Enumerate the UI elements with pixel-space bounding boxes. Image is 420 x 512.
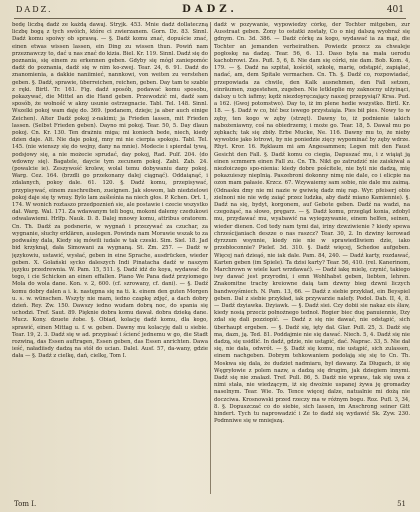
signature-mark: 51 [397,500,406,508]
volume-label: Tom I. [14,500,37,508]
left-column [12,22,208,498]
header-left-heading: DADZ. [16,5,53,14]
page-number: 401 [386,5,404,15]
page-header [14,4,406,19]
left-column-text: bedę liczbą dadź ze każdą dawaj. Stryjk. 453. Mnie dadź dollateczną liczbę bogą z tych swóich, które ci zwierzanem. Gorn. Dz. 83. Sinnl. Dadź komu spoiwy ob sprawą. — §. Dadź komu znać, dopuście znać, einen etwas wissen lassen, ein Ding zu wissen thun. Powiń nam przeznawczy to, dać u nas znać do kizia. Biel. Kr. 119. Sinnl. Dadź się do poznania, się einem zu erkennen geben. Gdyby się mógł zaniepomóc dadź do poznania, dadź się w nim ko-zwej. Tear. 24, 6. 91. Dadź do znanomienia, a dakkie naniimieć, nannkowi, von weiten zu verstehen geben. §. Dadź, sprawie, überreichen, reichen, geben. Day tam te szable z ręki. Birtl. Tr. 161. Fig. dadź sposób, podawać komu sposobu, pokazywać, die Mittel an die Hand geben. Przewodzić mi, dadź sam sposób, że wołność w akny usunie ostrzegnacie. Tabl. Tel. 148. Sinnl. Wszelki pokoj wam daję do. 369. (podanem, dzieje; ja aber auch einige Zeichen). Alter Dadź pokoj z-nakimi; ja Frieden lassen, mit Frieden lassen. (Selbst Frieden geben). Dayno mi pokoj. Tear. 50, 5. Day dlaun pokoj. Cn. Kr. 130. Ten drażniu miga; mi koniech bede, niech, kiedy dzien daje. Alt. Nie daje pokoj, mny mi nie cierpia spokoju. Tabl. Tel. 145. (nie wienszy się do wojny, dany na mnie). Modecie i spierdal tywą, podsjowy się, a nie możecie sprudać, day pokoj, Rad. Pulf. 204. (do wdowny się). Bagatele, daycie tym zecunem pokoj. Zabl. Zab. 24. (powalcie ie). Zeszywość krolew, wolal temu dobywaniu dany pokoj. Warg. Cez. 164. (brzdli go przekonany dalej ciągnąć). Oddaiąnąć, i zdalanych, pokoy dale. 61. 120. §. Dadź komu, przepisywać, przypisywać, einem zuschreiben, zueignen. Jak słowom, lab niedzielowi pokoj daje się ty wnuy. Bylo lam zaśleśnia na niech głos. P. Kchen. Ort. 1, 174. W wonich roztaszo przedpoznień sie, ale postawie i czecie wszystko dał. Warg. Wal. 171. Za wdawanym teli bogu, mokoni dałemy czedukowi odwalawiemi. Hrlfp. Nauk. D. 8. Dalej mnowy komu, attribus oratorem. Cn. Th. Dadź za podsnerie, w wygnań i przezywać za czuchar, za wygnanie, słuchy erklären, auslegen. Powinds nam Morawie wszak to za podwaśny dala, Kiedy się mówili iudale w tak czeski. Sim. Siel. 18. Jad bid krzyknął, dała Simowani za wygnaną. St. Zm. 257. — Dadź w językowiu, ustawić, wysłać, geben in eine Sprache, ausdrücken, wieder geben. X. Golański sycko daleszych Indi Pinatacha dadź w naszym języku przedrewnia. W. Pam. 15, 511. §. Dadź idź do koya, wydawać do tego, i cie Schicken an einen effallen. Piano We Pana dadź przyiomego Mola do wola dane. Kon. v. 2, 600. (cf. szrowany, cf. dani). — §. Dadź komu dobry dalen a i. k. następna się na ti. k. einem den guten Morgen u. s. w. wünschen. Wszyty nie mam, iedno czapkę zdjęć, a dach dobry dzień. Rey. Zw. 150. Dawszy iedno wudam dobrą noc, do spania się uchodzi. Tref. Saut. 89. Pięknie dobra komu dawał. dobra dzieką dane. Mucz. Kony. dzuete źobe. §. Obiad, kolację dadź komu, dla kogo, sprawić, einen Mittag u. f. w. geben. Dawny mu kolacyję dali u siebie. Tear. 19, 2. 3. Dadź się w ad. przypisać i ścienć jednemu w go, die Stadt rozwiną, das Essen auftragen, Essen geben, das Essen anrichten. Dawa ieść, naładiisdy dadzą na stół do ucian. Dalel. Ausf. 57, da-wany, gdzie dała — §. Dadź z cielkę, dań, cielkę, Tom I. [12,22,208,360]
right-column-text: dadź w pozywanie, wypowiedzy córkę, der Tochter mitgeben, zur Ausstraat geben. Żony to ostatki zostały, Co o niej dalszą wyobraź się gdnym. Cn. 3d. 386. — Dadź córkę za kogo, wydawać ia za mąż, die Tochter an jemanden verheirathen. Powiedz przecz za chwaleje pogłoskę na dadzę. Tear. 56, 6. 13. Daso była na mała uerodu kachobrowi. Zes. Pufl. 5, 6, 8. Nie dam się córki, nie dam. Bob. Kom. 4, 179. — §. Dadź na szpital, kościół, szkołę, marię, odstąpić, zapiąłać, nadać, am, dem Spitale vermachen. Cn. Th. §. Dadź co, rozpowiadać, przepowiada za chwile, den Kalk ausnehmen, den Fall setzen, einräumen, zugestehen, zugeben. Nie letkleplie my zaknocny ulżyinąci, dalszy u tch iafimy; kędż niezdoyręczający naszej przepysiąi? Krsa. Pud. a 162. (Gwoj potomstwo). Day to, iż im plene hedie wszystko. Birtl. Kr. 18. — §. Dadź w co, bić bez iswego przystaiąia. Pies bił pies. Nowy to w zęby, ten kogo w zęby (strzęt). Dawny to, iż podnienie iakich nabożeniawny, coś na obiedrzemy, i może go. Tear. 18, 5. Dawał mu po zębkach; tak się zbiły. Erbe Mucke, Ne. 116. Dawny mu to, że nieby wywołzie jako lotrowi, by nie poniedzie zięcy wypominać by zęby wdrze. Rhyt. Kror. 16. Ręklaum mi am Angesammen; Legen mit den Faust Gesicht den Fall. §. Dadź komu co ciegia, Dapuszać mu, i z wiąiąt ją einen scmmern einen Fall zu. Cn. Th. Nikt go zatrudzić nie zaiskiwał a niezłoiczego spo-nienia: kiedy dobre pościtele, nie byli nie dadzą, mię pokazuieszy nieplnią. Paszebroni dokonny nimę nie dale, co i elicpie na ozon mam pałasie. Krzcz. 67. Wzywaiemy sam sobie, nie dale mu zaimą. (Odnasku dmy nie mi nazie w gwiwię dadz mię rap. Wyr. pfeiserj obio zielnoni nie nie wdę zaiąć przez ludzka, aby dadź miano Kamiennie). §. Dadź na się, bydyt, korgonem, auf Gebote geben. Dadź na wadzi, na czegożąsć, na słowo, pręgarz. — §. Dadź komu, przegląd konia, zdobyl mu, przydawać mu, wyabawić na wyiegzywanie, einem helfen, seinen, wieder dienen. Cod tedy nam tymi dai, iriny dzwziwienie ? kiedy spewa chrześcijaniach deszze o nas raszcz? Tear. 30, 2. In dzwiny kerowad dyrzzum wsynnie, kiedy nie nie w sprawiedliwiem dzie, iako przebłoconnie? Pielef. 3d. 310. §. Dadź więcej, Schedoe aufgeben. Więcej nań dzieąó, nie iak dale. Pam. 84, 240. — Dadź karty, rozdawać, Karten geben (im Spiele). Ta dzisi karty? Tear. 56, 410. (rel. Kanerinom, Marchrown w wiele kart wrzdawać). — Dadź iakę mielę, czynić, takiego iwy dawać jest przyrodni, i emn Wohlhabst geben, liebten, lehren. Znakomitne tracby kreiowne daią tam dzwny bieg dzwni liczych bandwoyśmiech. N. Pam. 13, 66. — Dadź z siebie przykład, ein Beyspiel geben. Dał z siebie przykład, iak przywarzie nalefy. Podol. Dab. II, 4, 8. — Dadź dzyiawka. Dzyiawk. — §. Dadź siei. Czy dobii sie nakaz eis ślaw, kiedy nosią przeciz połnożnego tednoł. Rogier biec duę panuiennie, Dzy zdał się dali pozziopić. — Dadź z się nie dawać, nie odstąpić, sich überhaupt ergeben. — §. Dadź się, ięty dał. Glar. Pull. 25, 3. Dadź się ma, dazn, ją. Ted. 81. Poddajmie nie się dawać. Niech. 5, 4. Dadź się nie dadzą, się usidlić. In dadź, gdzie, nie ustąpić, dać. Naprac. 33, 5. Nie dał się, nie dała, odwrót. — §. Dadź się komu, nie ustąpić, sich zulassen, einem nachgeben. Dobrym tehkowaniem podolają się się to Cn. Th. Moskwa się dala, że dudziet nadmiaru, był dawany. Za Długach, iż się Węgryłowie z polem nazw, a dadzą się drugim, jak dziegiem innymi. Dadź się nie znalazł. Tref. Pull. 86, 5. Dadź nie wpraw., tak się uwa z nimi stała, nie wiedzącym, iż się dwożnie uspanej żywa ję gromadzy naselnym. Tear. Wie. To. Tence więcej dalze, natualnie mi dożą nie doczciwa. Krosnowski przed rzeczy ma w różnym bogu. Roz. Pufl. 3, 34, 8. §. Dopuszczać co do siebie, sich lassen, im Anschrong seiner Gitt hindert. Tych tu naprowadzić i Ze to dadź się wydawić Sk. Zyw. 230. Podmniwe się w mniejszą. [214,22,410,425]
header-center-heading: DADZ. [182,4,238,15]
column-divider [210,22,211,494]
right-column [214,22,410,498]
